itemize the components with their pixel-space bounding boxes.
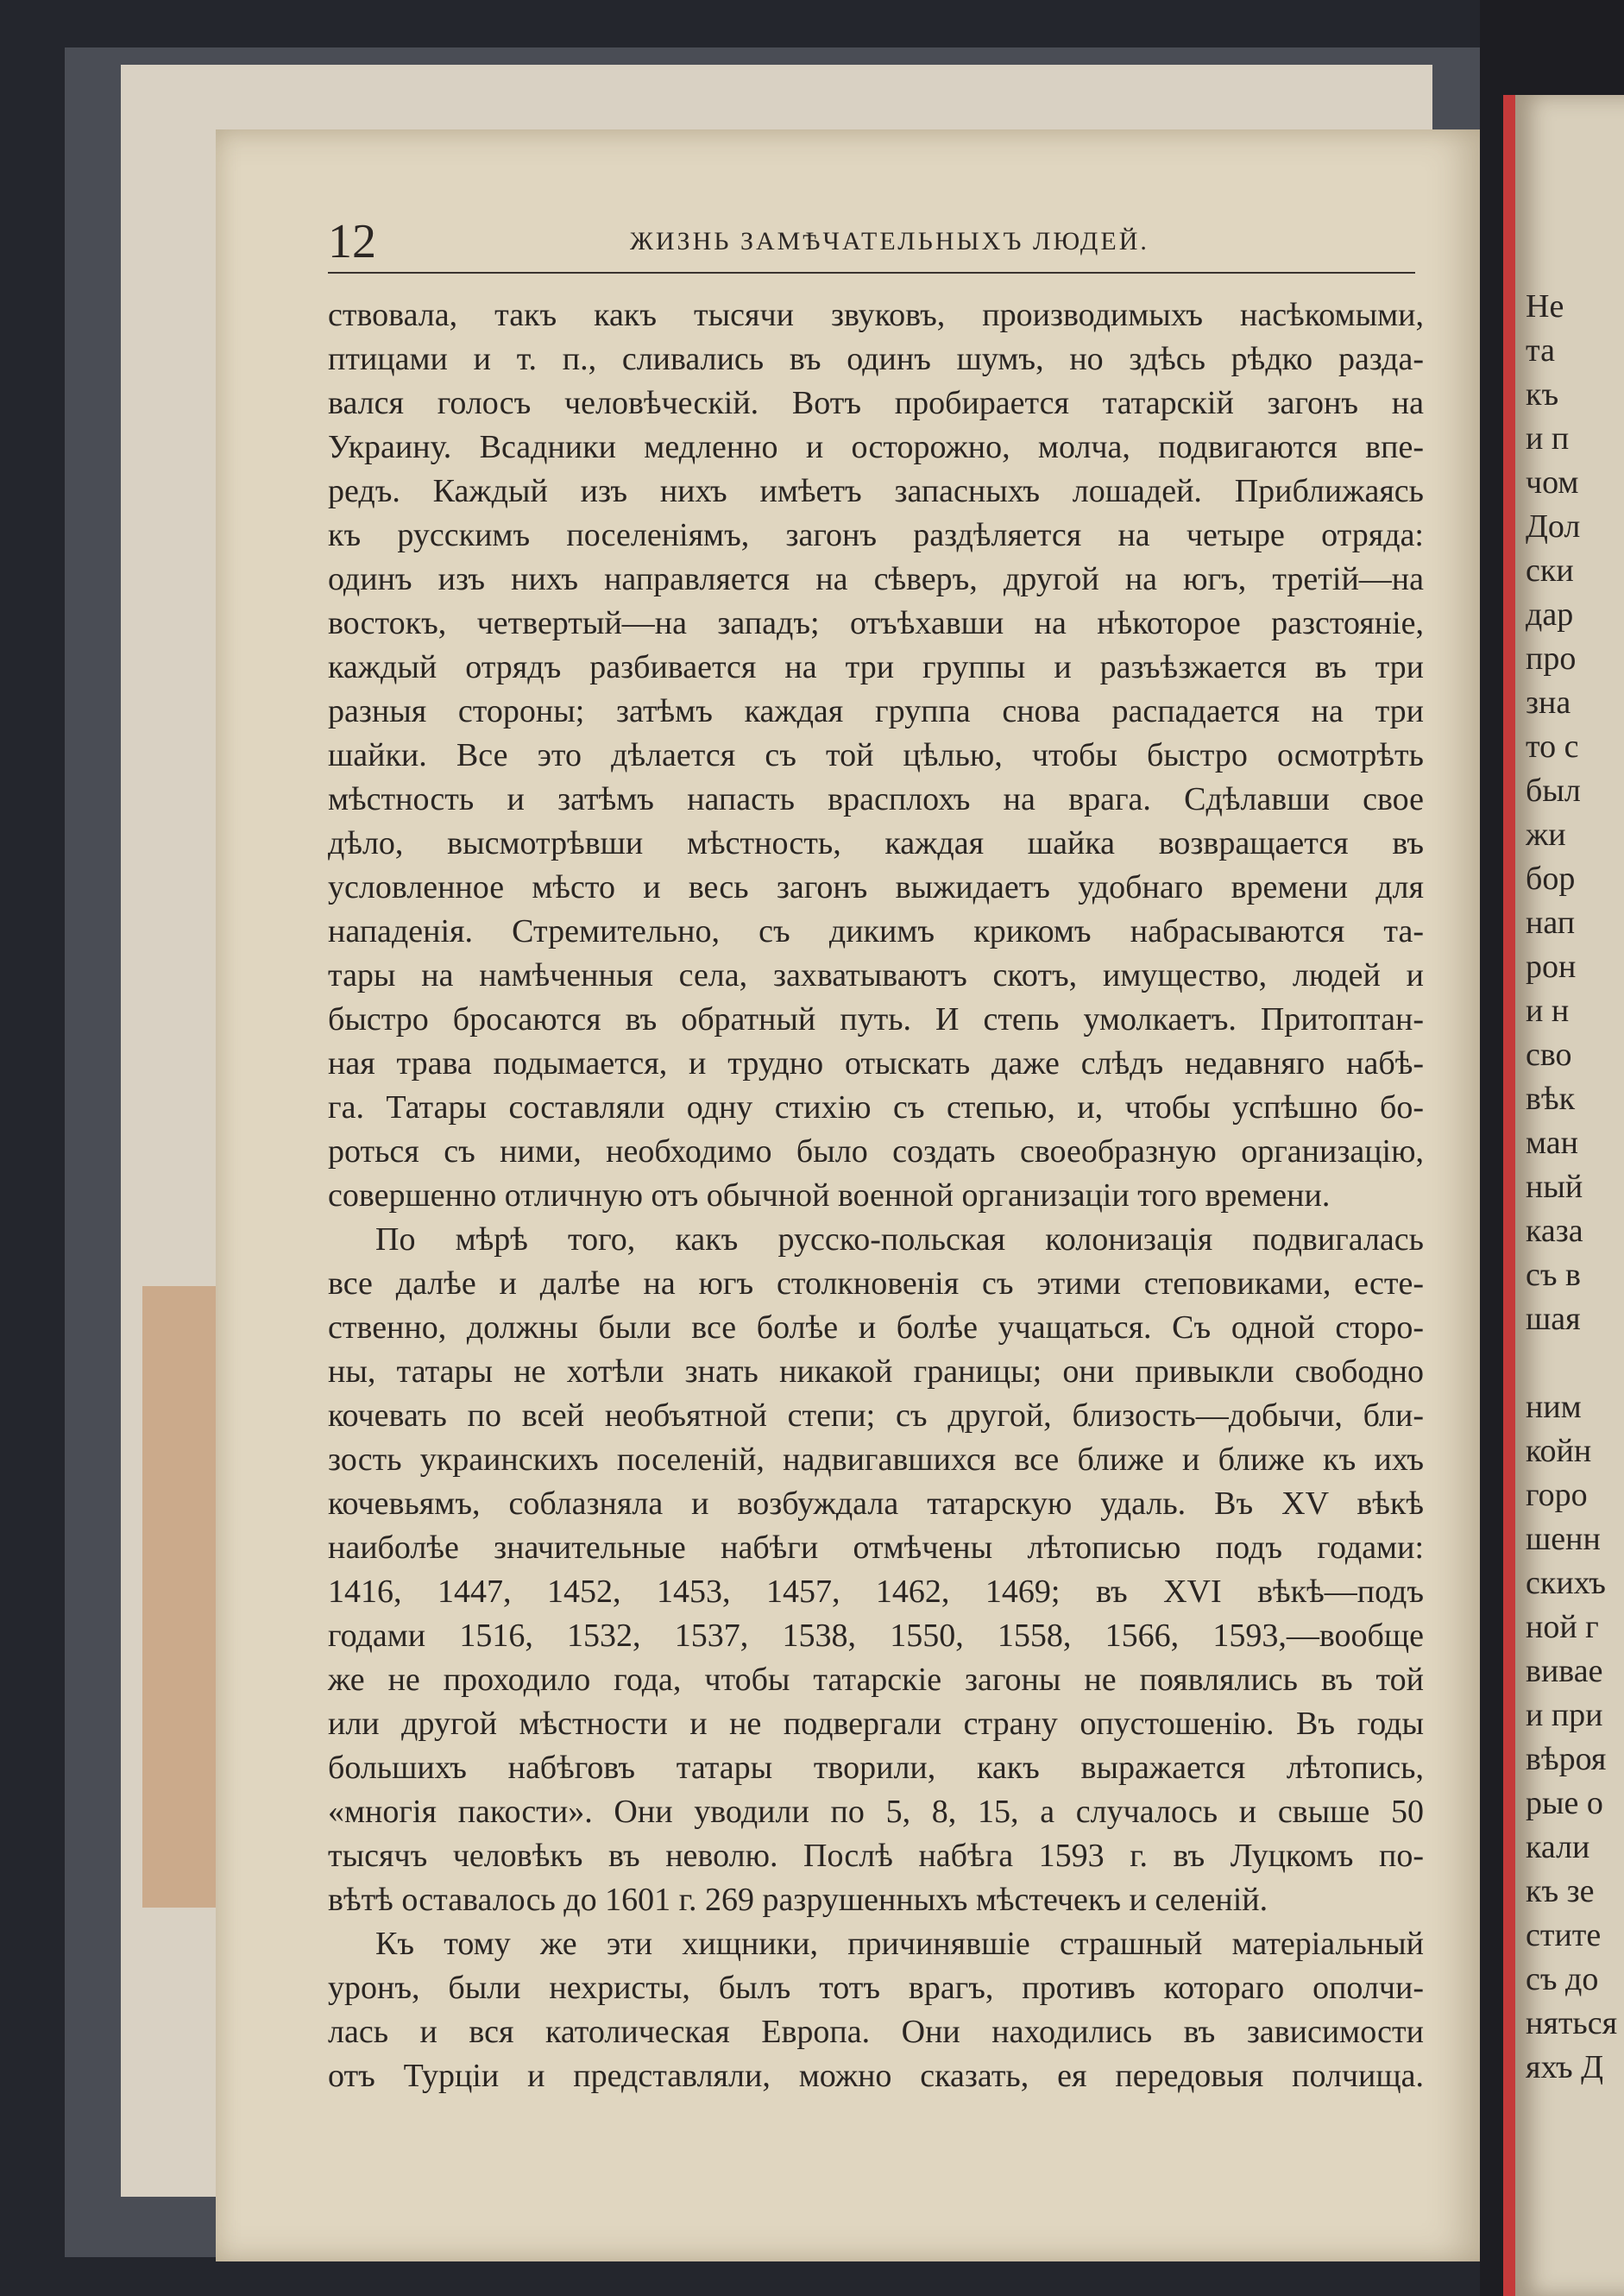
text-line: ственно, должны были все болѣе и болѣе учащаться. Съ одной сторо- (328, 1309, 1424, 1346)
text-line: птицами и т. п., сливались въ одинъ шумъ, но здѣсь рѣдко разда- (328, 341, 1424, 377)
text-line: востокъ, четвертый—на западъ; отъѣхавши на нѣкоторое разстояніе, (328, 605, 1424, 641)
text-line: ствовала, такъ какъ тысячи звуковъ, производимыхъ насѣкомыми, (328, 297, 1424, 333)
text-line: большихъ набѣговъ татары творили, какъ выражается лѣтопись, (328, 1750, 1424, 1786)
text-line: годами 1516, 1532, 1537, 1538, 1550, 1558, 1566, 1593,—вообще (328, 1618, 1424, 1654)
right-fragment: и п (1526, 420, 1570, 457)
right-fragment: и н (1526, 993, 1570, 1029)
text-line: По мѣрѣ того, какъ русско-польская колонизація подвигалась (375, 1221, 1424, 1258)
left-page (216, 129, 1480, 2261)
text-line: отъ Турціи и представляли, можно сказать, ея передовыя полчища. (328, 2058, 1424, 2094)
right-fragment: Дол (1526, 508, 1581, 545)
right-fragment: койн (1526, 1433, 1592, 1469)
right-fragment: ный (1526, 1169, 1583, 1205)
text-line: зость украинскихъ поселеній, надвигавшихся все ближе и ближе къ ихъ (328, 1441, 1424, 1478)
right-fragment: шенн (1526, 1521, 1601, 1557)
text-line: каждый отрядъ разбивается на три группы и разъѣзжается въ три (328, 649, 1424, 685)
right-fragment: был (1526, 773, 1581, 809)
right-page-text (1526, 285, 1624, 2090)
right-fragment: то с (1526, 729, 1579, 765)
text-line: все далѣе и далѣе на югъ столкновенія съ этими степовиками, есте- (328, 1265, 1424, 1302)
right-fragment: няться (1526, 2005, 1618, 2041)
right-fragment: рон (1526, 949, 1577, 985)
text-line: кочевать по всей необъятной степи; съ другой, близость—добычи, бли- (328, 1397, 1424, 1434)
text-line: 1416, 1447, 1452, 1453, 1457, 1462, 1469; въ XVI вѣкѣ—подъ (328, 1574, 1424, 1610)
right-fragment: рые о (1526, 1785, 1603, 1821)
right-fragment: къ (1526, 376, 1559, 413)
right-fragment: вѣроя (1526, 1741, 1607, 1777)
right-fragment: ним (1526, 1389, 1582, 1425)
right-fragment: горо (1526, 1477, 1588, 1513)
right-fragment: нап (1526, 905, 1576, 941)
right-fragment: вивае (1526, 1653, 1603, 1689)
right-fragment: стите (1526, 1917, 1602, 1953)
text-line: условленное мѣсто и весь загонъ выжидаетъ удобнаго времени для (328, 869, 1424, 905)
right-fragment: дар (1526, 596, 1574, 633)
text-line: «многія пакости». Они уводили по 5, 8, 15, а случалось и свыше 50 (328, 1794, 1424, 1830)
text-line: мѣстность и затѣмъ напасть врасплохъ на врага. Сдѣлавши свое (328, 781, 1424, 817)
running-title: ЖИЗНЬ ЗАМѢЧАТЕЛЬНЫХЪ ЛЮДЕЙ. (630, 227, 1149, 255)
text-line: наиболѣе значительные набѣги отмѣчены лѣтописью подъ годами: (328, 1530, 1424, 1566)
text-line: шайки. Все это дѣлается съ той цѣлью, чтобы быстро осмотрѣть (328, 737, 1424, 773)
text-line: быстро бросаются въ обратный путь. И степь умолкаетъ. Притоптан- (328, 1001, 1424, 1038)
right-fragment: съ в (1526, 1257, 1581, 1293)
right-fragment: ной г (1526, 1609, 1599, 1645)
text-line: нападенія. Стремительно, съ дикимъ крикомъ набрасываются та- (328, 913, 1424, 949)
text-line: же не проходило года, чтобы татарскіе загоны не появлялись въ той (328, 1662, 1424, 1698)
right-fragment: жи (1526, 817, 1566, 853)
right-fragment: къ зе (1526, 1873, 1595, 1909)
right-fragment: та (1526, 332, 1555, 369)
right-fragment: скихъ (1526, 1565, 1606, 1601)
right-fragment: про (1526, 640, 1577, 677)
right-fragment: бор (1526, 861, 1576, 897)
right-fragment: кали (1526, 1829, 1590, 1865)
text-line: тысячъ человѣкъ въ неволю. Послѣ набѣга 1593 г. въ Луцкомъ по- (328, 1838, 1424, 1874)
right-fragment: и при (1526, 1697, 1603, 1733)
text-line: тары на намѣченныя села, захватываютъ скотъ, имущество, людей и (328, 957, 1424, 993)
right-fragment: ман (1526, 1125, 1578, 1161)
right-fragment: чом (1526, 464, 1579, 501)
text-line: разныя стороны; затѣмъ каждая группа снова распадается на три (328, 693, 1424, 729)
page-header (328, 211, 1415, 274)
text-line: редъ. Каждый изъ нихъ имѣетъ запасныхъ лошадей. Приближаясь (328, 473, 1424, 509)
right-fragment: Не (1526, 288, 1564, 325)
right-fragment: съ до (1526, 1961, 1599, 1997)
right-fragment: ски (1526, 552, 1574, 589)
text-line: вался голосъ человѣческій. Вотъ пробирается татарскій загонъ на (328, 385, 1424, 421)
text-line: къ русскимъ поселеніямъ, загонъ раздѣляется на четыре отряда: (328, 517, 1424, 553)
text-line: уронъ, были нехристы, былъ тотъ врагъ, противъ котораго ополчи- (328, 1970, 1424, 2006)
text-line: Къ тому же эти хищники, причинявшіе страшный матеріальный (375, 1926, 1424, 1962)
right-fragment: яхъ Д (1526, 2049, 1604, 2085)
text-line: дѣло, высмотрѣвши мѣстность, каждая шайка возвращается въ (328, 825, 1424, 861)
text-line: кочевьямъ, соблазняла и возбуждала татарскую удаль. Въ XV вѣкѣ (328, 1485, 1424, 1522)
text-line: ная трава подымается, и трудно отыскать даже слѣдъ недавняго набѣ- (328, 1045, 1424, 1082)
right-fragment: зна (1526, 684, 1571, 721)
text-line: роться съ ними, необходимо было создать своеобразную организацію, (328, 1133, 1424, 1170)
right-fragment: каза (1526, 1213, 1583, 1249)
text-line: или другой мѣстности и не подвергали страну опустошенію. Въ годы (328, 1706, 1424, 1742)
body-text (328, 293, 1424, 2098)
text-line: га. Татары составляли одну стихію съ степью, и, чтобы успѣшно бо- (328, 1089, 1424, 1126)
right-fragment: сво (1526, 1037, 1572, 1073)
text-line: лась и вся католическая Европа. Они находились въ зависимости (328, 2014, 1424, 2050)
text-line: ны, татары не хотѣли знать никакой границы; они привыкли свободно (328, 1353, 1424, 1390)
text-line: одинъ изъ нихъ направляется на сѣверъ, другой на югъ, третій—на (328, 561, 1424, 597)
right-fragment: шая (1526, 1301, 1581, 1337)
right-fragment: вѣк (1526, 1081, 1576, 1117)
page-number: 12 (328, 215, 376, 268)
text-line: Украину. Всадники медленно и осторожно, молча, подвигаются впе- (328, 429, 1424, 465)
text-line: вѣтѣ оставалось до 1601 г. 269 разрушенныхъ мѣстечекъ и селеній. (328, 1882, 1268, 1918)
text-line: совершенно отличную отъ обычной военной организаціи того времени. (328, 1177, 1331, 1214)
